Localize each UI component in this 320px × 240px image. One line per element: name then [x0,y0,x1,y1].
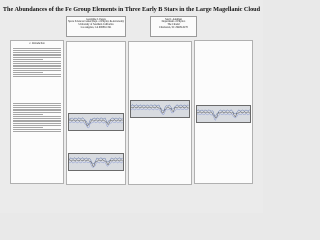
author-line: The Citadel [167,23,180,27]
author-line: Charleston, SC 29409-0270 [159,26,188,30]
spectrum-trace [131,108,189,114]
text-line [13,109,61,110]
text-line [13,118,61,119]
author-line: Geraldine J. Peters [86,17,106,21]
section-heading-introduction: 1. Introduction [29,41,45,45]
author-box-right [150,16,197,37]
text-line [13,116,61,117]
text-line [13,127,43,128]
text-line [13,107,61,108]
spectrum-plot [131,101,189,117]
spectrum-trace [69,162,123,168]
text-line [13,59,43,60]
text-line [13,52,61,53]
text-line [13,76,61,77]
text-line [13,68,61,69]
spectrum-plot [69,154,123,170]
text-line [13,70,61,71]
text-line [13,105,61,106]
text-line [13,48,61,49]
author-line: Space Sciences Center/Dept. of Physics & Astronomy [67,20,125,24]
author-line: University of Southern California [78,23,114,27]
body-text [13,103,61,133]
text-line [13,114,43,115]
text-line [13,50,61,51]
text-line [13,65,61,66]
spectrum-figure [196,105,251,123]
text-line [13,120,61,121]
text-line [13,55,61,56]
spectrum-trace [69,122,123,128]
spectrum-trace [69,158,123,164]
spectrum-plot [69,114,123,130]
text-line [13,112,61,113]
text-line [13,103,61,104]
author-line: Saul J. Adelman [165,17,182,21]
text-line [13,123,61,124]
text-line [13,74,61,75]
author-box-left [66,16,126,37]
introduction-panel [10,40,64,184]
text-line [13,131,61,132]
text-line [13,121,61,122]
text-line [13,66,61,67]
body-text [13,48,61,78]
text-line [13,54,61,55]
poster-title: The Abundances of the Fe Group Elements in Three Early B Stars in the Large Magellanic Cloud [2,6,261,13]
text-line [13,57,61,58]
spectrum-figure [68,153,124,171]
spectrum-figure [130,100,190,118]
spectrum-trace [197,113,250,120]
spectrum-plot [197,106,250,122]
spectrum-figure [68,113,124,131]
text-line [13,125,61,126]
spectrum-trace [69,118,123,125]
text-line [13,63,61,64]
text-line [13,129,61,130]
spectrum-trace [197,112,250,119]
text-line [13,61,61,62]
text-line [13,110,61,111]
author-line: Los Angeles, CA 90089-1341 [80,26,112,30]
spectrum-trace [131,106,189,113]
text-line [13,72,43,73]
author-line: Department of Physics [161,20,186,24]
